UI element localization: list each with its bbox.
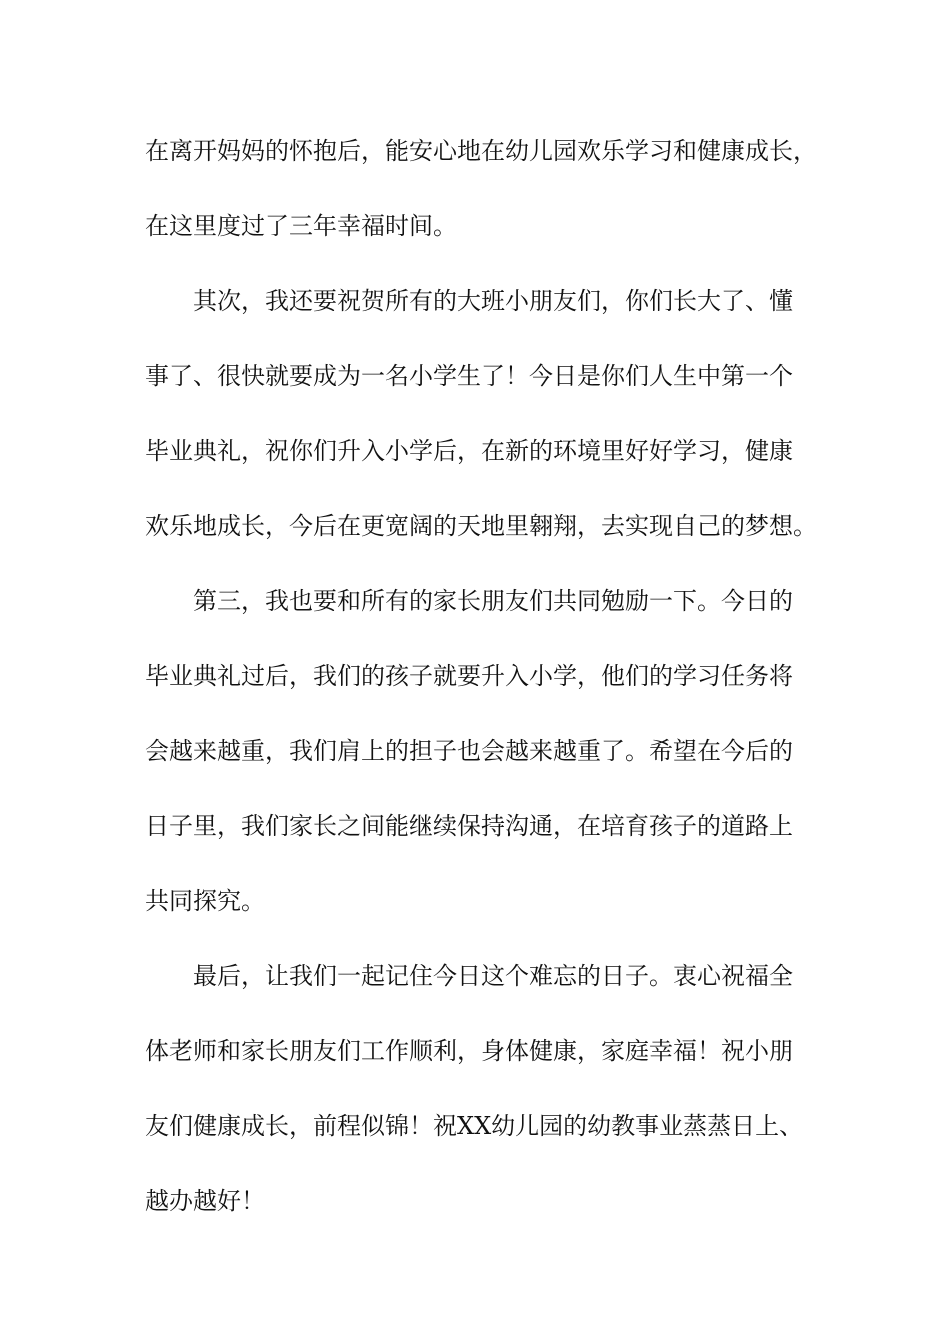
text-line: 在这里度过了三年幸福时间。 <box>145 212 457 240</box>
text-line: 日子里，我们家长之间能继续保持沟通，在培育孩子的道路上 <box>145 812 793 840</box>
text-line: 共同探究。 <box>145 887 265 915</box>
text-line: 会越来越重，我们肩上的担子也会越来越重了。希望在今后的 <box>145 737 793 765</box>
text-line: 毕业典礼，祝你们升入小学后，在新的环境里好好学习，健康 <box>145 437 793 465</box>
text-line: 欢乐地成长，今后在更宽阔的天地里翱翔，去实现自己的梦想。 <box>145 512 817 540</box>
paragraph-start-line: 其次，我还要祝贺所有的大班小朋友们，你们长大了、懂 <box>193 287 793 315</box>
paragraph-start-line: 第三，我也要和所有的家长朋友们共同勉励一下。今日的 <box>193 587 793 615</box>
text-line: 毕业典礼过后，我们的孩子就要升入小学，他们的学习任务将 <box>145 662 793 690</box>
text-line: 友们健康成长，前程似锦！祝XX幼儿园的幼教事业蒸蒸日上、 <box>145 1112 804 1140</box>
text-line: 越办越好！ <box>145 1187 265 1215</box>
text-line: 在离开妈妈的怀抱后，能安心地在幼儿园欢乐学习和健康成长， <box>145 137 817 165</box>
paragraph-start-line: 最后，让我们一起记住今日这个难忘的日子。衷心祝福全 <box>193 962 793 990</box>
text-line: 事了、很快就要成为一名小学生了！今日是你们人生中第一个 <box>145 362 793 390</box>
text-line: 体老师和家长朋友们工作顺利，身体健康，家庭幸福！祝小朋 <box>145 1037 793 1065</box>
